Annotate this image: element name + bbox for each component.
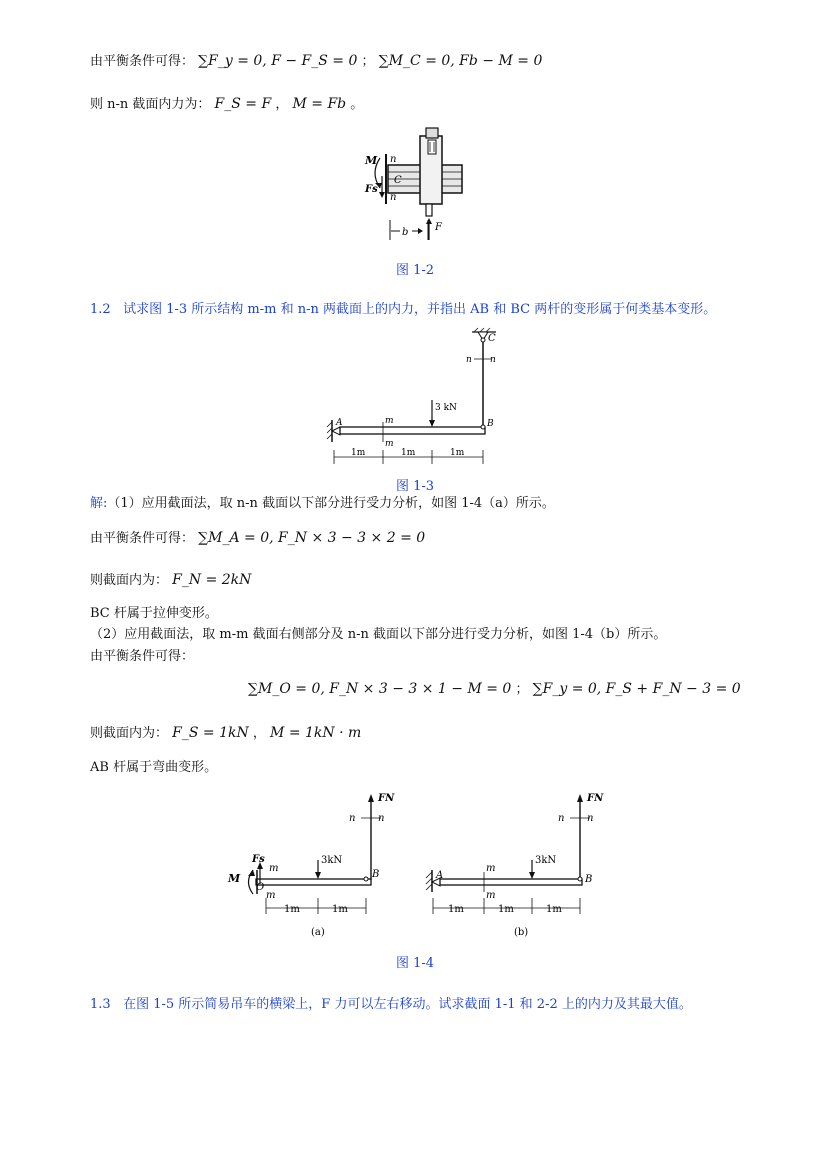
dim-1: 1m xyxy=(284,904,300,915)
figure-1-2 xyxy=(360,128,475,240)
dim-2: 1m xyxy=(498,904,514,915)
label-n-right: n xyxy=(378,813,385,824)
question-text: 试求图 1-3 所示结构 m-m 和 n-n 两截面上的内力，并指出 AB 和 BC 两杆的变形属于何类基本变形。 xyxy=(123,302,717,317)
figure-1-4a xyxy=(226,790,395,940)
equation-sum-mo: ∑M_O = 0, F_N × 3 − 3 × 1 − M = 0 xyxy=(248,681,512,697)
equilibrium-prefix-2: 由平衡条件可得： xyxy=(90,649,195,664)
label-fn: FN xyxy=(587,793,604,804)
label-m-bottom: m xyxy=(266,890,276,901)
solution-label: 解: xyxy=(90,496,108,511)
equation-sum-mc: ∑M_C = 0, Fb − M = 0 xyxy=(378,53,543,69)
label-load: 3kN xyxy=(535,855,557,866)
line-prefix: 则截面内为： xyxy=(90,726,169,741)
question-number: 1.3 xyxy=(90,997,111,1012)
label-o: O xyxy=(256,882,265,893)
label-n-top: n xyxy=(390,154,397,165)
label-b: B xyxy=(372,869,380,880)
separator: ； xyxy=(515,682,529,697)
equation-sum-ma: ∑M_A = 0, F_N × 3 − 3 × 2 = 0 xyxy=(198,530,426,546)
dim-3: 1m xyxy=(546,904,562,915)
label-m: M xyxy=(365,154,378,167)
equation-fn: F_N = 2kN xyxy=(172,572,252,588)
label-m-bottom: m xyxy=(486,890,496,901)
equation-m-result: M = 1kN · m xyxy=(270,725,362,741)
label-c: C xyxy=(394,175,402,186)
label-f: F xyxy=(435,222,442,233)
result-line-1 xyxy=(90,572,251,589)
equation-sum-fy: ∑F_y = 0, F − F_S = 0 xyxy=(198,53,358,69)
separator: ， xyxy=(275,97,289,112)
label-n-bottom: n xyxy=(390,192,397,203)
dim-1: 1m xyxy=(351,448,366,458)
label-b: B xyxy=(585,874,593,885)
equation-m: M = Fb xyxy=(292,96,347,112)
label-b: b xyxy=(402,227,409,238)
label-load: 3 kN xyxy=(435,403,457,413)
label-n-right: n xyxy=(490,355,496,365)
subcaption-b: (b) xyxy=(514,927,529,938)
label-n-left: n xyxy=(466,355,472,365)
label-m-top: m xyxy=(385,416,394,426)
equation-sum-fy-2: ∑F_y = 0, F_S + F_N − 3 = 0 xyxy=(532,681,741,697)
label-load: 3kN xyxy=(321,855,343,866)
equilibrium-line-1 xyxy=(90,53,542,70)
label-fs: Fs xyxy=(365,184,378,195)
question-1-2 xyxy=(90,302,716,318)
bc-note: BC 杆属于拉伸变形。 xyxy=(90,606,218,621)
separator: ， xyxy=(252,726,266,741)
result-line-2 xyxy=(90,725,361,742)
line-prefix: 则截面内为： xyxy=(90,573,169,588)
label-n-left: n xyxy=(349,813,356,824)
label-n-right: n xyxy=(587,813,594,824)
separator: ； xyxy=(361,54,375,69)
step-1-text: （1）应用截面法，取 n-n 截面以下部分进行受力分析，如图 1-4（a）所示。 xyxy=(107,496,555,511)
line-prefix: 由平衡条件可得： xyxy=(90,54,195,69)
dim-2: 1m xyxy=(332,904,348,915)
figure-1-4-caption: 图 1-4 xyxy=(396,956,435,971)
equation-fs: F_S = F xyxy=(214,96,272,112)
figure-1-4b xyxy=(424,790,604,940)
equilibrium-line-3 xyxy=(248,681,741,698)
label-a: A xyxy=(336,418,343,428)
question-1-3 xyxy=(90,997,692,1013)
period: 。 xyxy=(350,97,364,112)
line-prefix: 由平衡条件可得： xyxy=(90,531,195,546)
ab-note: AB 杆属于弯曲变形。 xyxy=(90,760,218,775)
dim-2: 1m xyxy=(401,448,416,458)
label-n-left: n xyxy=(558,813,565,824)
label-c: C xyxy=(488,333,496,344)
figure-1-3-caption: 图 1-3 xyxy=(396,479,435,494)
label-fs: Fs xyxy=(252,854,265,865)
solution-step-1 xyxy=(90,496,555,512)
figure-1-2-caption: 图 1-2 xyxy=(396,263,435,278)
line-prefix: 则 n-n 截面内力为： xyxy=(90,97,211,112)
solution-step-2: （2）应用截面法，取 m-m 截面右侧部分及 n-n 截面以下部分进行受力分析，如图 1-4（b）所示。 xyxy=(90,627,667,642)
internal-force-line xyxy=(90,96,363,113)
label-m-top: m xyxy=(486,863,496,874)
label-fn: FN xyxy=(378,793,395,804)
equation-fs-result: F_S = 1kN xyxy=(172,725,249,741)
question-text: 在图 1-5 所示简易吊车的横梁上，F 力可以左右移动。试求截面 1-1 和 2-2 上的内力及其最大值。 xyxy=(123,997,692,1012)
figure-1-3 xyxy=(326,330,496,470)
dim-1: 1m xyxy=(448,904,464,915)
label-m-top: m xyxy=(269,863,279,874)
label-m-moment: M xyxy=(228,872,241,885)
dim-3: 1m xyxy=(450,448,465,458)
equilibrium-line-2 xyxy=(90,530,425,547)
question-number: 1.2 xyxy=(90,302,111,317)
label-b: B xyxy=(487,419,494,429)
subcaption-a: (a) xyxy=(311,927,325,938)
label-a: A xyxy=(436,870,444,881)
label-m-bottom: m xyxy=(385,439,394,449)
